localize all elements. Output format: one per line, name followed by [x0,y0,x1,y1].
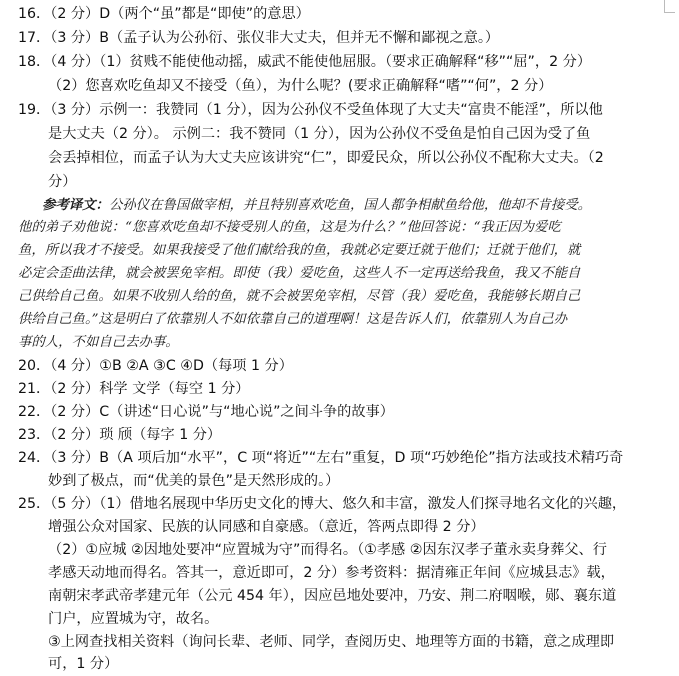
answer-18-part1: 18．（4 分）（1）贫贱不能使他动摇，威武不能使他屈服。（要求正确解释“移”“屈”，2 分） [18,54,592,70]
answer-22: 22．（2 分）C（讲述“日心说”与“地心说”之间斗争的故事） [18,404,394,420]
translation-line-4: 必定会歪曲法律，就会被罢免宰相。即使（我）爱吃鱼，这些人不一定再送给我鱼，我又不能自 [18,266,581,281]
answer-25-line2: 增强公众对国家、民族的认同感和自豪感。（意近，答两点即得 2 分） [48,519,485,535]
answer-16: 16．（2 分）D（两个“虽”都是“即使”的意思） [18,6,310,22]
answer-25-line8: 可，1 分） [48,656,119,672]
translation-line-2: 他的弟子劝他说：“您喜欢吃鱼却不接受别人的鱼，这是为什么？”他回答说：“我正因为爱吃 [18,220,561,235]
answer-25-line7: ③上网查找相关资料（询问长辈、老师、同学，查阅历史、地理等方面的书籍，意之成理即 [48,634,615,650]
answer-24-line2: 妙到了极点，而“优美的景色”是天然形成的。） [48,473,340,489]
answer-25-line3: （2）①应城 ②因地处要冲“应置城为守”而得名。（①孝感 ②因东汉孝子董永卖身葬父、行 [48,542,607,558]
translation-line-3: 鱼，所以我才不接受。如果我接受了他们献给我的鱼，我就必定要迁就于他们；迁就于他们，就 [18,243,581,258]
answer-25-line5: 南朝宋孝武帝孝建元年（公元 454 年），因应邑地处要冲，乃安、荆二府咽喉，郧、襄东道 [48,588,617,604]
answer-19-line3: 会丢掉相位，而孟子认为大丈夫应该讲究“仁”，即爱民众，所以公孙仪不配称大丈夫。（2 [48,150,604,166]
translation-line-1 [42,195,679,216]
translation-line-5: 己供给自己鱼。如果不收别人给的鱼，就不会被罢免宰相，尽管（我）爱吃鱼，我能够长期自己 [18,289,581,304]
answer-24-line1: 24．（3 分）B（A 项后加“水平”，C 项“将近”“左右”重复，D 项“巧妙绝伦”指方法或技术精巧奇 [18,450,624,466]
translation-line-6: 供给自己鱼。”这是明白了依靠别人不如依靠自己的道理啊！这是告诉人们，依靠别人为自己办 [18,312,568,327]
answer-19-line4: 分） [48,174,77,190]
answer-20: 20．（4 分）①B ②A ③C ④D（每项 1 分） [18,358,293,374]
answer-25-line1: 25．（5 分）（1）借地名展现中华历史文化的博大、悠久和丰富，激发人们探寻地名文化的兴趣， [18,496,627,512]
answer-19-line1: 19．（3 分）示例一：我赞同（1 分），因为公孙仪不受鱼体现了大丈夫“富贵不能淫”，所以他 [18,102,603,118]
answer-21: 21．（2 分）科学 文学（每空 1 分） [18,381,250,397]
answer-25-line4: 孝感天动地而得名。答其一，意近即可，2 分）参考资料：据清雍正年间《应城县志》载， [48,565,615,581]
answer-17: 17．（3 分）B（孟子认为公孙衍、张仪非大丈夫，但并无不懈和鄙视之意。） [18,30,500,46]
translation-line-7: 事的人，不如自己去办事。 [18,335,179,350]
translation-text: 公孙仪在鲁国做宰相，并且特别喜欢吃鱼，国人都争相献鱼给他，他却不肯接受。 [108,198,592,213]
translation-label: 参考译文： [42,197,109,213]
answer-18-part2: （2）您喜欢吃鱼却又不接受（鱼），为什么呢？(要求正确解释“嗜”“何”，2 分） [48,78,553,94]
answer-19-line2: 是大丈夫（2 分）。 示例二：我不赞同（1 分），因为公孙仪不受鱼是怕自己因为受了鱼 [48,126,591,142]
answer-23: 23．（2 分）琐 颀（每字 1 分） [18,427,222,443]
answer-25-line6: 门户，应置城为守，故名。 [48,611,219,627]
